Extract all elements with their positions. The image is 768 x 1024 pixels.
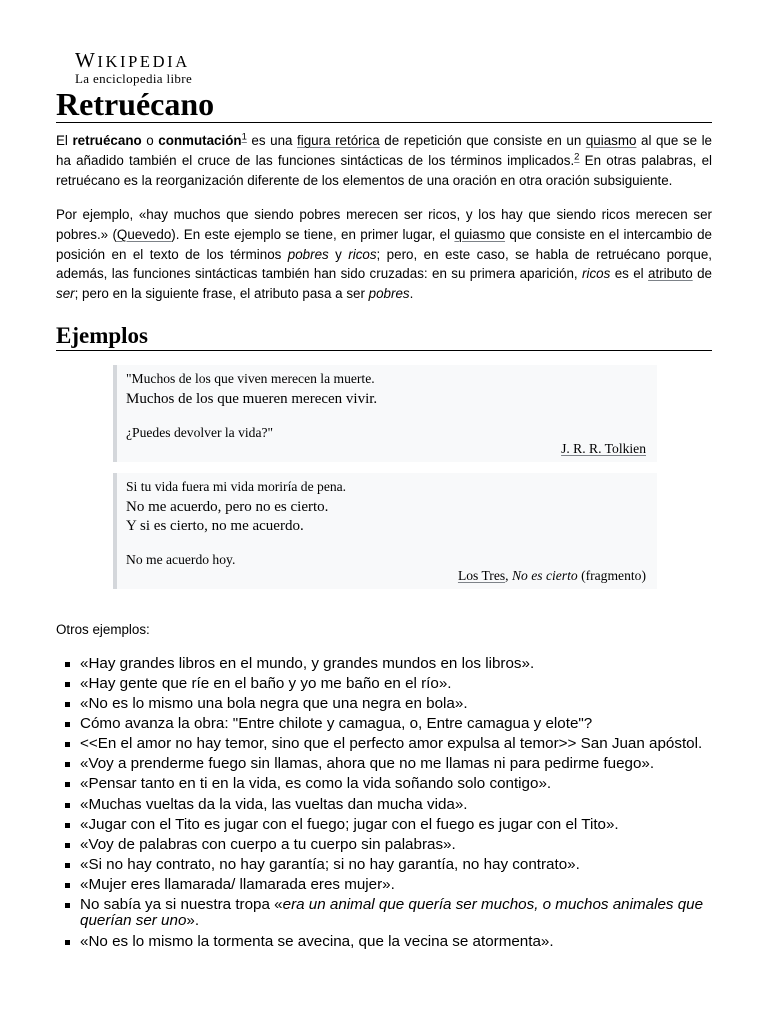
- list-item-text: «Si no hay contrato, no hay garantía; si no hay garantía, no hay contrato».: [80, 855, 580, 873]
- quote-line: Si tu vida fuera mi vida moriría de pena.: [126, 479, 347, 494]
- quote-attribution: [126, 568, 646, 584]
- attribution-separator: ,: [505, 568, 512, 583]
- quote-line: "Muchos de los que viven merecen la muerte.: [126, 371, 375, 386]
- paragraph-text: .: [409, 286, 414, 302]
- link-author-tolkien[interactable]: J. R. R. Tolkien: [561, 441, 646, 456]
- list-item-text: «Voy de palabras con cuerpo a tu cuerpo sin palabras».: [80, 835, 456, 853]
- attribution-work-title: No es cierto: [511, 568, 578, 583]
- quote-line: Y si es cierto, no me acuerdo.: [126, 518, 304, 534]
- paragraph-text: de: [692, 266, 712, 282]
- paragraph-text: al que se le ha añadido también el cruce de las funciones sintácticas de los términos implicados.: [56, 133, 712, 168]
- list-item-text: ».: [186, 912, 200, 930]
- paragraph-text: o: [141, 133, 159, 148]
- intro-paragraph: [56, 131, 712, 191]
- list-item-quote: era un animal que quería ser muchos, o muchos animales que querían ser uno: [80, 895, 704, 930]
- italic-term: pobres: [287, 246, 329, 262]
- quote-line: No me acuerdo hoy.: [126, 552, 236, 567]
- bold-term: conmutación: [158, 133, 242, 148]
- paragraph-text: es una: [246, 133, 298, 148]
- list-item: [80, 776, 712, 793]
- list-item: [80, 656, 712, 673]
- link-quiasmo[interactable]: quiasmo: [454, 226, 506, 242]
- link-quiasmo[interactable]: quiasmo: [585, 133, 637, 148]
- paragraph-text: de repetición que consiste en un: [379, 133, 586, 148]
- list-item-text: «Muchas vueltas da la vida, las vueltas dan mucha vida».: [80, 795, 468, 813]
- list-bullet-icon: [65, 762, 70, 767]
- quote-attribution: [126, 441, 646, 457]
- list-item: [80, 696, 712, 713]
- other-examples-label: Otros ejemplos:: [56, 622, 150, 637]
- quote-line: Muchos de los que mueren merecen vivir.: [126, 391, 378, 407]
- list-item: [80, 837, 712, 854]
- reference-link-1[interactable]: 1: [241, 131, 247, 143]
- list-item: [80, 857, 712, 874]
- list-item-text: «Pensar tanto en ti en la vida, es como la vida soñando solo contigo».: [80, 775, 552, 793]
- italic-term: ricos: [582, 266, 611, 282]
- list-item-text: «No es lo mismo la tormenta se avecina, que la vecina se atormenta».: [80, 932, 554, 950]
- list-bullet-icon: [65, 662, 70, 667]
- list-bullet-icon: [65, 863, 70, 868]
- list-item: [80, 756, 712, 773]
- list-bullet-icon: [65, 742, 70, 747]
- list-bullet-icon: [65, 883, 70, 888]
- quote-box: [113, 473, 657, 589]
- link-figura-retorica[interactable]: figura retórica: [297, 133, 380, 148]
- list-item: [80, 934, 712, 951]
- italic-term: pobres: [368, 286, 410, 302]
- list-item: [80, 716, 712, 733]
- paragraph-text: El: [56, 133, 73, 148]
- logo-tagline: La enciclopedia libre: [75, 71, 193, 86]
- list-bullet-icon: [65, 722, 70, 727]
- examples-list: [80, 656, 712, 954]
- paragraph-text: es el: [610, 266, 649, 282]
- attribution-note: (fragmento): [577, 568, 646, 583]
- list-item: [80, 676, 712, 693]
- paragraph-text: ). En este ejemplo se tiene, en primer lugar, el: [171, 226, 455, 242]
- list-item: [80, 736, 712, 753]
- paragraph-text: ; pero en la siguiente frase, el atributo pasa a ser: [74, 286, 369, 302]
- bold-term: retruécano: [72, 133, 142, 148]
- list-bullet-icon: [65, 682, 70, 687]
- quote-line: ¿Puedes devolver la vida?": [126, 425, 274, 440]
- paragraph-text: Por ejemplo, «hay muchos que siendo pobres merecen ser ricos, y los hay que siendo ricos merecen ser pobres.» (: [56, 207, 712, 242]
- list-item-text: «Mujer eres llamarada/ llamarada eres mujer».: [80, 875, 395, 893]
- link-atributo[interactable]: atributo: [648, 266, 693, 282]
- example-paragraph: [56, 205, 712, 304]
- section-heading-ejemplos: Ejemplos: [56, 322, 712, 351]
- list-bullet-icon: [65, 903, 70, 908]
- list-item-text: «Voy a prenderme fuego sin llamas, ahora que no me llamas ni para pedirme fuego».: [80, 755, 655, 773]
- paragraph-text: En otras palabras, el retruécano es la reorganización diferente de los elementos de una oración en otra oración subsiguiente.: [56, 153, 712, 188]
- list-item-text: No sabía ya si nuestra tropa «: [80, 895, 283, 913]
- list-bullet-icon: [65, 843, 70, 848]
- list-bullet-icon: [65, 782, 70, 787]
- quote-box: [113, 365, 657, 462]
- page-title: Retruécano: [56, 86, 712, 123]
- paragraph-text: y: [328, 246, 349, 262]
- quote-line: No me acuerdo, pero no es cierto.: [126, 499, 329, 515]
- list-bullet-icon: [65, 803, 70, 808]
- list-bullet-icon: [65, 940, 70, 945]
- list-bullet-icon: [65, 702, 70, 707]
- list-bullet-icon: [65, 823, 70, 828]
- italic-term: ricos: [348, 246, 377, 262]
- list-item-text: «No es lo mismo una bola negra que una negra en bola».: [80, 695, 468, 713]
- list-item: [80, 897, 712, 930]
- wikipedia-logo[interactable]: [75, 49, 192, 86]
- italic-term: ser: [56, 286, 75, 302]
- reference-link-2[interactable]: 2: [574, 151, 580, 163]
- logo-wordmark: WIKIPEDIA: [75, 48, 190, 72]
- list-item-text: Cómo avanza la obra: "Entre chilote y camagua, o, Entre camagua y elote"?: [80, 715, 593, 733]
- paragraph-text: que consiste en el intercambio de posición en el texto de los términos: [56, 226, 712, 262]
- list-item-text: <<En el amor no hay temor, sino que el perfecto amor expulsa al temor>> San Juan apóstol.: [80, 735, 703, 753]
- list-item-text: «Jugar con el Tito es jugar con el fuego; jugar con el fuego es jugar con el Tito».: [80, 815, 619, 833]
- list-item: [80, 817, 712, 834]
- paragraph-text: ; pero, en este caso, se habla de retruécano porque, además, las funciones sintácticas también han sido cruzadas: en su primera aparición,: [56, 246, 712, 282]
- list-item-text: «Hay gente que ríe en el baño y yo me baño en el río».: [80, 675, 452, 693]
- list-item-text: «Hay grandes libros en el mundo, y grandes mundos en los libros».: [80, 655, 535, 672]
- list-item: [80, 797, 712, 814]
- list-item: [80, 877, 712, 894]
- link-author-los-tres[interactable]: Los Tres: [457, 568, 506, 583]
- link-quevedo[interactable]: Quevedo: [116, 226, 172, 242]
